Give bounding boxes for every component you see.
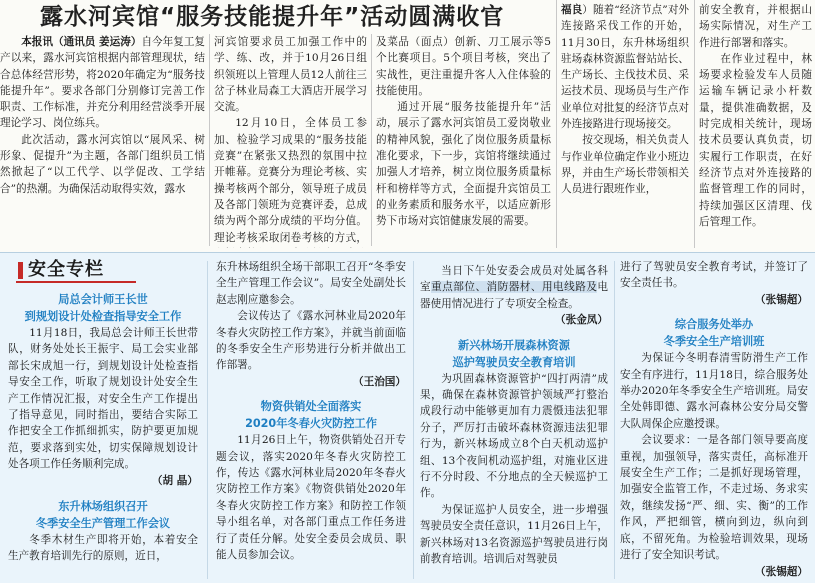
article-body [420, 263, 608, 312]
article-author: （张锡超） [755, 565, 808, 578]
article-body: 为巩固森林资源管护“四打两清”成果，确保在森林资源管护领域严打整治成段行动中能够更加有力震慑违法犯罪分子，严厉打击破坏森林资源违法犯罪行为，新兴林场成立8个白天机动巡护组、13个夜间机动巡护组，对施业区进行不分时段、不分地点的全天候巡护工作。 [420, 372, 608, 500]
column-divider [371, 34, 372, 246]
column-divider [614, 261, 615, 579]
paragraph-text: 自今年复工复产以来，露水河宾馆根据内部管理现状，结合总体经营形势，将2020年确定为“服务技能提升年”。要求各部门分别修订完善工作职责、工作标准，并充分利用经营淡季开展理论学习、岗位练兵。 [0, 36, 205, 130]
article-paragraph: 及菜品（面点）创新、刀工展示等5个比赛项目。5个项目考核，突出了实战性，更注重提升客人入住体验的技能使用。 [376, 36, 551, 97]
article-subtitle: 综合服务处举办 [674, 318, 754, 332]
safety-col-2 [216, 259, 406, 581]
safety-col-4 [620, 259, 808, 581]
article-paragraph [0, 34, 205, 132]
article-author: （张金凤） [555, 314, 608, 327]
article-body: 11月18日，我局总会计师王长世带队，财务处处长王振宇、局工会实业部部长宋成旭一行，到规划设计处检查指导安全工作，听取了规划设计处安全生产工作情况汇报，对安全生产工作提出了指导意见，同时指出，要结合实际工作把安全工作抓细抓实，防护要更加规范，要求落到实处，切实保障规划设计处各项工作任务顺利完成。 [8, 327, 198, 471]
article-subtitle: 冬季安全生产培训班 [663, 335, 765, 349]
safety-col-1 [8, 291, 198, 581]
article-subtitle: 2020年冬春火灾防控工作 [245, 417, 377, 431]
lead-article [0, 0, 815, 252]
spacer [620, 308, 808, 316]
article-col-4 [561, 2, 689, 248]
article-paragraph: 通过开展“服务技能提升年”活动，展示了露水河宾馆员工爱岗敬业的精神风貌，强化了岗位服务质量标准化要求，下一步，宾馆将继续通过加强人才培养，树立岗位服务质量标杆和榜样等方式，全面提升宾馆员工的业务素质和服务水平，以适应新形势下市场对宾馆健康发展的需要。 [376, 101, 551, 228]
article-col-1 [0, 34, 205, 248]
spacer [8, 489, 198, 498]
section-title: 安全专栏 [28, 259, 104, 280]
section-marker-bar [18, 262, 23, 279]
article-col-2 [214, 34, 367, 248]
article-body: 为保证今冬明春清雪防滑生产工作安全有序进行，11月18日，综合服务处举办2020年冬季安全生产培训班。局安全处韩即德、露水河森林公安分局交警大队周保企应邀授课。 [620, 352, 808, 430]
article-subtitle: 冬季安全生产管理工作会议 [35, 517, 171, 531]
article-paragraph: 河宾馆要求员工加强工作中的学、练、改，并于10月26日组织领班以上管理人员12人前往三岔子林业局森工大酒店开展学习交流。 [214, 36, 367, 114]
spacer [216, 390, 406, 398]
body-text: 当日下午处安委会成员对处属各科室 [420, 265, 608, 294]
article-body: 为保证巡护人员安全，进一步增强驾驶员安全责任意识，11月26日上午，新兴林场对13名资源巡护驾驶员进行岗前教育培训。培训后对驾驶员 [420, 503, 608, 566]
article-paragraph: 前安全教育，并根据山场实际情况，对生产工作进行部署和落实。 [699, 4, 812, 49]
article-body: 东升林场组织全场干部职工召开“冬季安全生产管理工作会议”。局安全处副处长赵志刚应邀参会。 [216, 261, 406, 306]
spacer [420, 329, 608, 337]
article-paragraph: 按交现场，相关负责人与作业单位确定作业小班边界，并由生产场长带领相关人员进行跟班作业， [561, 134, 689, 196]
body-text: 电器使用情况进行了专项安全检查。 [420, 281, 608, 310]
column-divider [694, 0, 695, 248]
article-subtitle: 到规划设计处检查指导安全工作 [24, 310, 182, 323]
article-paragraph [561, 2, 689, 132]
safety-col-3 [420, 263, 608, 581]
article-body: 11月26日上午，物资供销处召开专题会议，落实2020年冬春火灾防控工作，传达《露水河林业局2020年冬春火灾防控工作方案》《物资供销处2020年冬春火灾防控工作方案》和防控工作领导小组名单，对各部门重点工作任务进行了责任分解。处安全委员会成员、职能人员参加会议。 [216, 434, 406, 562]
article-subtitle: 东升林场组织召开 [58, 500, 148, 514]
byline: 本报讯（通讯员 姜运涛） [21, 36, 142, 48]
article-author: （胡 晶） [151, 474, 198, 487]
article-author: （王治国） [353, 375, 406, 388]
article-subtitle: 物资供销处全面落实 [260, 400, 362, 414]
article-paragraph: 此次活动，露水河宾馆以“展风采、树形象、促提升”为主题，各部门组织员工悄然掀起了“以工代学、以学促改、工学结合”的热潮。为确保活动取得实效，露水 [0, 133, 205, 195]
article-body: 会议要求：一是各部门领导要高度重视，加强领导，落实责任，高标准开展安全生产工作；二是抓好现场管理，加强安全监管工作，不走过场、务求实效，继续发扬“严、细、实、衡”的工作作风，严把细管，横向到边，纵向到底，不留死角。为检验培训效果，现场进行了安全知识考试。 [620, 434, 808, 562]
article-body: 进行了驾驶员安全教育考试，并签订了安全责任书。 [620, 261, 808, 290]
article-subtitle: 局总会计师王长世 [58, 293, 148, 306]
byline-tail: 福良 [561, 4, 583, 16]
section-header [16, 259, 136, 283]
article-col-5 [699, 2, 812, 248]
article-body: 会议传达了《露水河林业局2020年冬春火灾防控工作方案》，并就当前面临的冬季安全生产形势进行分析并做出工作部署。 [216, 310, 406, 372]
article-col-3 [376, 34, 551, 248]
column-divider [556, 0, 557, 248]
article-author: （张锡超） [755, 293, 808, 306]
paragraph-text: ）随着“经济节点”对外连接路采伐工作的开始，11月30日，东升林场组织驻场森林资源监督站站长、生产场长、主伐技术员、采运技术员、现场员与生产作业单位对批复的经济节点对外连接路进行现场接交。 [561, 4, 689, 131]
article-paragraph: 在作业过程中，林场要求检验发车人员随运输车辆记录小杆数量，提供准确数据，及时完成相关统计，现场技术员要认真负责，切实履行工作职责，在好经济节点对外连接路的监督管理工作的同时，持续加强区区清理、伐后管理工作。 [699, 52, 812, 228]
article-headline: 露水河宾馆“服务技能提升年”活动圆满收官 [40, 4, 505, 30]
highlighted-text: 重点部位、消防器材、用电线路及 [431, 281, 598, 294]
column-divider [209, 34, 210, 246]
article-subtitle: 巡护驾驶员安全教育培训 [452, 355, 576, 369]
article-paragraph: 12月10日，全体员工参加、检验学习成果的“服务技能竞赛”在紧张又热烈的氛围中拉开帷幕。竞赛分为理论考核、实操考核两个部分，领导班子成员及各部门领班为竞赛评委，总成绩为两个部分成绩的平均分值。理论考核采取闭卷考核的方式， [214, 117, 367, 244]
safety-column [0, 252, 815, 583]
column-divider [207, 261, 208, 579]
article-subtitle: 新兴林场开展森林资源 [458, 338, 570, 352]
column-divider [413, 261, 414, 579]
article-body: 冬季木材生产即将开始，本着安全生产教育培训先行的原则，近日， [8, 534, 198, 563]
